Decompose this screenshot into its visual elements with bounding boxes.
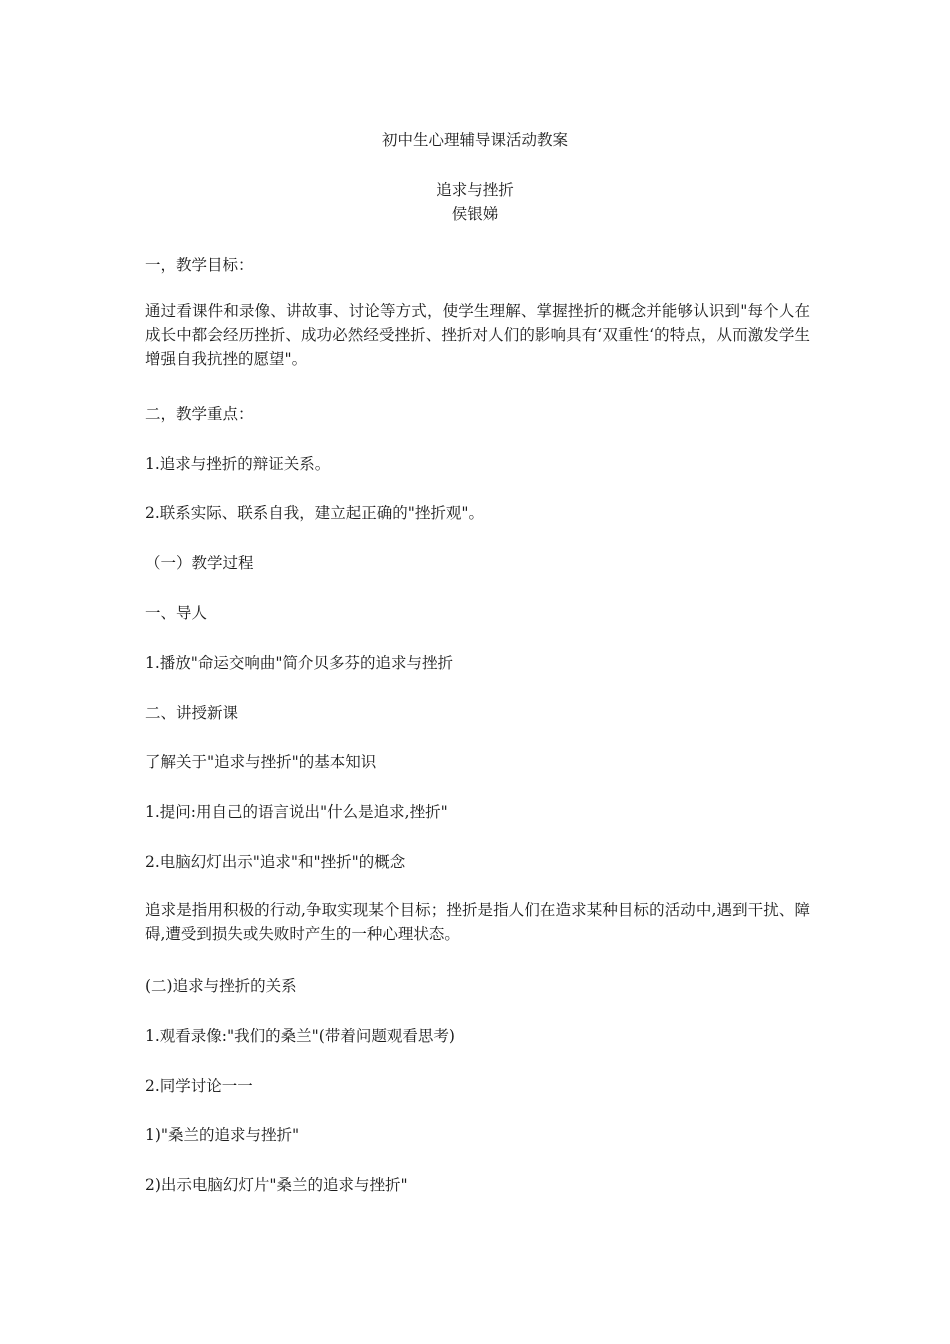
paragraph-video: 1.观看录像:"我们的桑兰"(带着问题观看思考) [145, 1027, 455, 1045]
paragraph-question: 1.提问:用自己的语言说出"什么是追求,挫折" [145, 803, 448, 821]
section-heading-new-lesson: 二、讲授新课 [145, 704, 239, 722]
paragraph-key-point-2: 2.联系实际、联系自我，建立起正确的"挫折观"。 [145, 504, 485, 522]
section-heading-relationship: (二)追求与挫折的关系 [145, 977, 297, 995]
document-subtitle: 追求与挫折 [436, 181, 514, 199]
document-author: 侯银娣 [451, 205, 499, 223]
paragraph-key-point-1: 1.追求与挫折的辩证关系。 [145, 455, 331, 473]
paragraph-discussion: 2.同学讨论一一 [145, 1077, 253, 1095]
section-heading-process: （一）教学过程 [145, 554, 254, 572]
paragraph-teaching-goals: 通过看课件和录像、讲故事、讨论等方式，使学生理解、掌握挫折的概念并能够认识到"每个人在成长中都会经历挫折、成功必然经受挫折、挫折对人们的影响具有‘双重性‘的特点，从而激发学生增强自我抗挫的愿望"。 [145, 302, 810, 368]
paragraph-slide-concepts: 2.电脑幻灯出示"追求"和"挫折"的概念 [145, 853, 406, 871]
section-heading-key-points: 二，教学重点： [145, 405, 254, 423]
paragraph-new-lesson-intro: 了解关于"追求与挫折"的基本知识 [145, 753, 377, 771]
paragraph-intro-1: 1.播放"命运交响曲"简介贝多芬的追求与挫折 [145, 654, 454, 672]
paragraph-discussion-1: 1)"桑兰的追求与挫折" [145, 1126, 300, 1144]
paragraph-discussion-2: 2)出示电脑幻灯片"桑兰的追求与挫折" [145, 1176, 408, 1194]
paragraph-definitions: 追求是指用积极的行动,争取实现某个目标；挫折是指人们在造求某种目标的活动中,遇到干扰、障碍,遭受到损失或失败时产生的一种心理状态。 [145, 901, 810, 943]
section-heading-teaching-goals: 一，教学目标： [145, 256, 254, 274]
document-title: 初中生心理辅导课活动教案 [381, 131, 568, 149]
section-heading-intro: 一、导人 [145, 604, 208, 622]
